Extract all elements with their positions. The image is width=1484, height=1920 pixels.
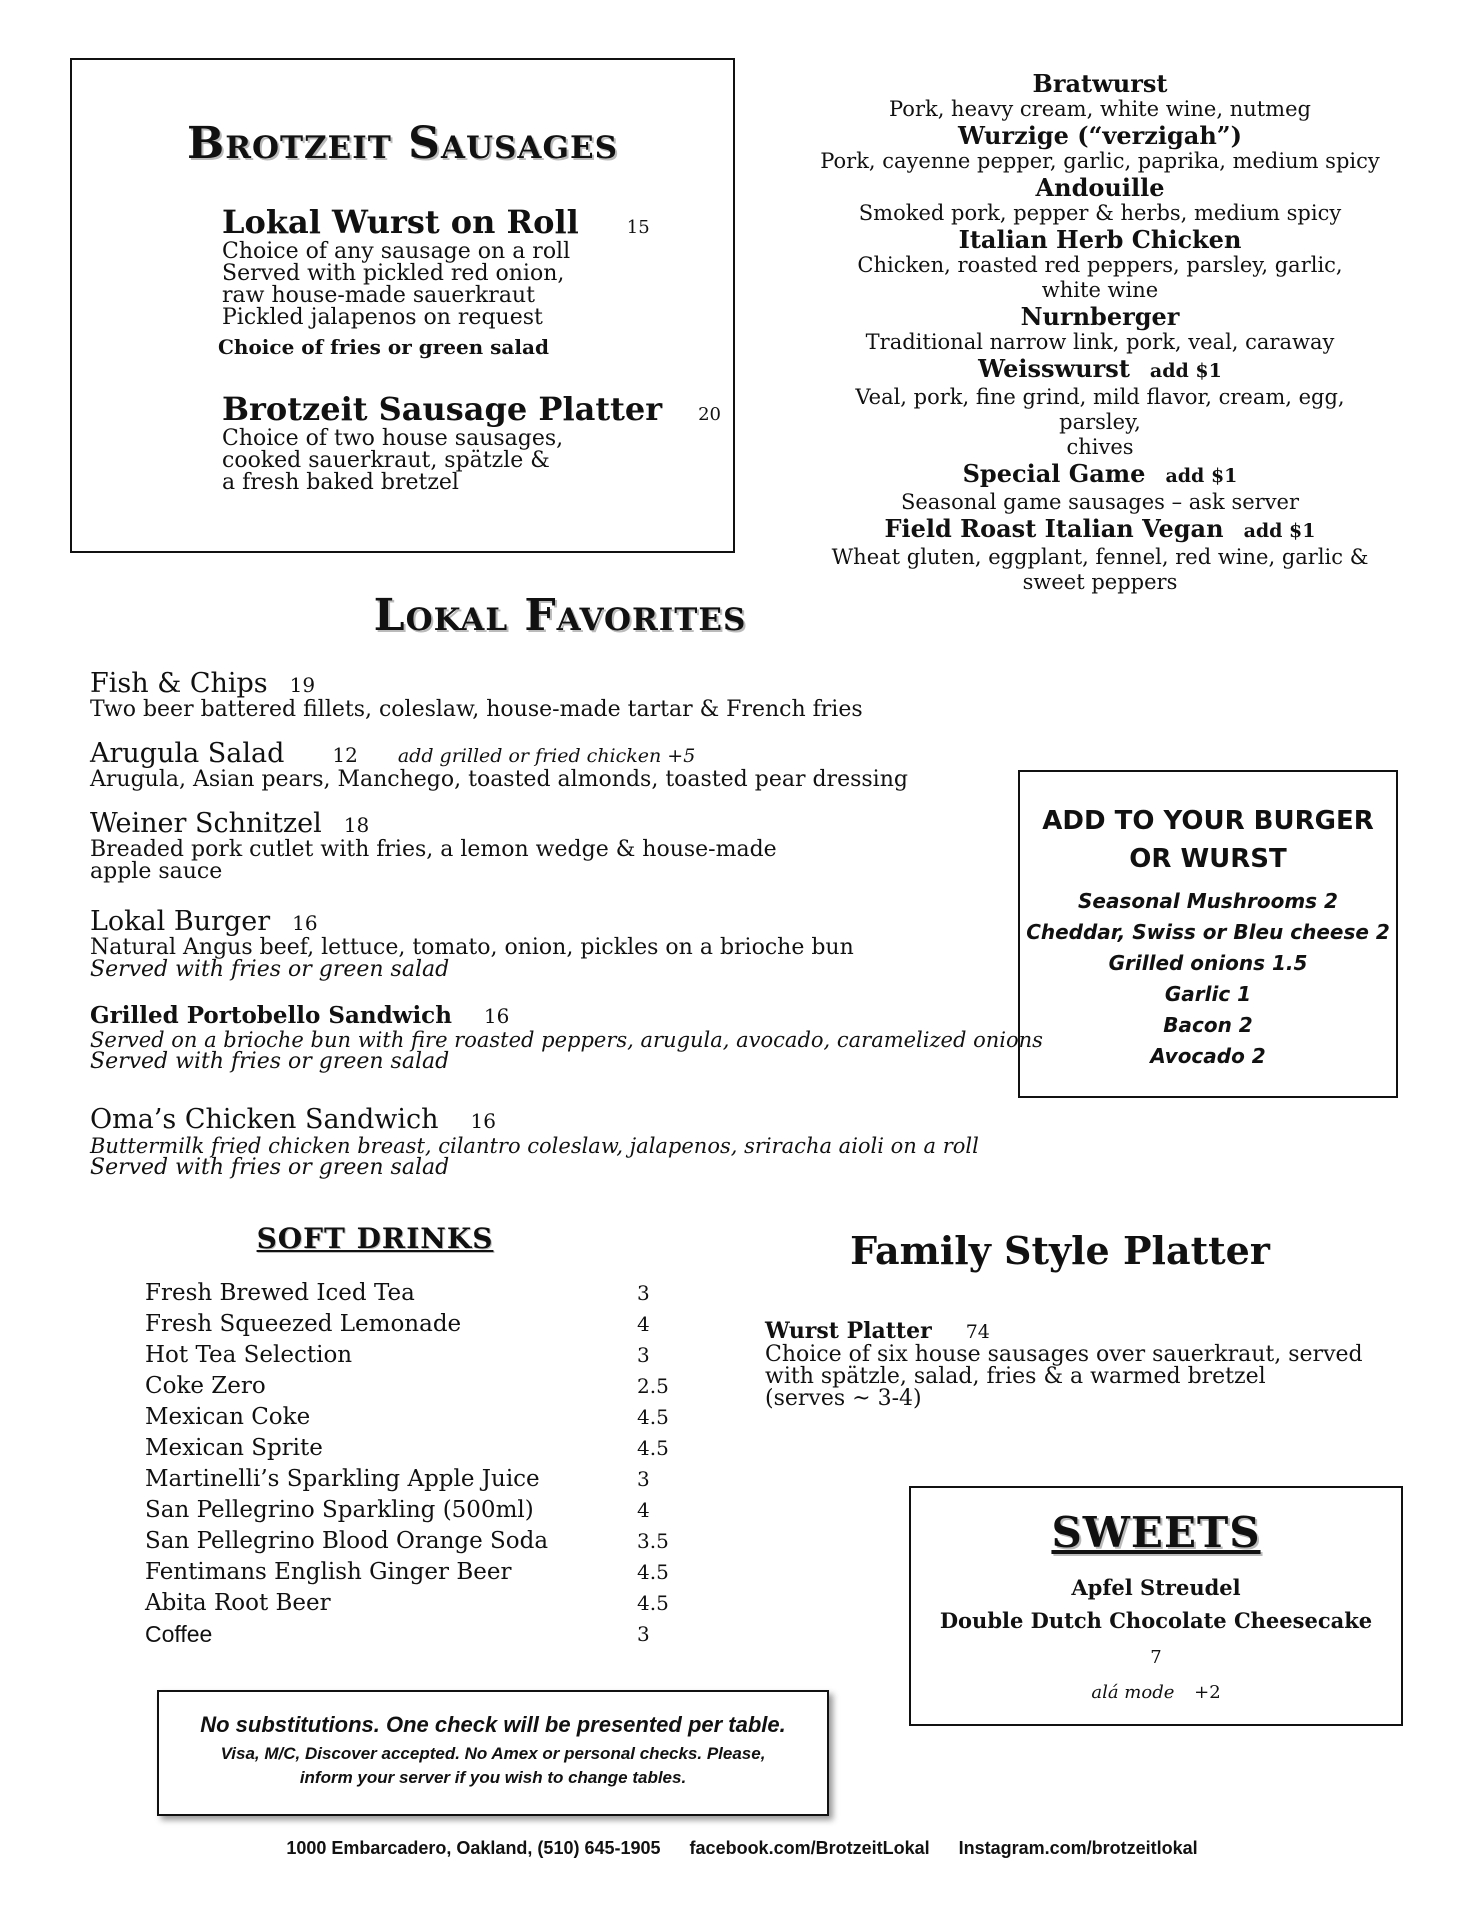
item-name: Weiner Schnitzel bbox=[90, 808, 322, 839]
item-name: Fish & Chips bbox=[90, 668, 268, 699]
sausage-entry bbox=[820, 460, 1380, 515]
drinks-list bbox=[145, 1278, 685, 1650]
item-desc-line: Choice of two house sausages, bbox=[222, 426, 564, 451]
footer-instagram-link[interactable]: Instagram.com/brotzeitlokal bbox=[958, 1838, 1198, 1858]
menu-item-portobello bbox=[90, 1002, 1043, 1073]
addon-item: Bacon 2 bbox=[1163, 1013, 1253, 1037]
family-title: Family Style Platter bbox=[850, 1228, 1270, 1273]
item-desc-line: Arugula, Asian pears, Manchego, toasted almonds, toasted pear dressing bbox=[90, 767, 908, 792]
drink-price: 3.5 bbox=[637, 1529, 669, 1553]
drink-row bbox=[145, 1402, 685, 1433]
sweets-box bbox=[909, 1486, 1403, 1726]
addon-item: Seasonal Mushrooms 2 bbox=[1078, 889, 1338, 913]
item-desc-line: Two beer battered fillets, coleslaw, house-made tartar & French fries bbox=[90, 697, 863, 722]
sausage-desc: Veal, pork, fine grind, mild flavor, cream, egg, parsley, bbox=[855, 385, 1345, 434]
sausage-entry bbox=[820, 355, 1380, 460]
item-price: 16 bbox=[483, 1004, 510, 1028]
sausage-entry bbox=[820, 174, 1380, 226]
dessert-item: Apfel Streudel bbox=[1071, 1575, 1241, 1600]
item-desc-line: Breaded pork cutlet with fries, a lemon wedge & house-made bbox=[90, 837, 777, 862]
drink-price: 3 bbox=[637, 1281, 650, 1305]
sausage-desc: sweet peppers bbox=[1022, 570, 1178, 594]
item-desc-line: Served with fries or green salad bbox=[90, 1049, 450, 1074]
item-desc-line: Buttermilk fried chicken breast, cilantro coleslaw, jalapenos, sriracha aioli on a roll bbox=[90, 1134, 979, 1158]
item-price: 19 bbox=[289, 673, 316, 697]
drink-price: 2.5 bbox=[637, 1374, 669, 1398]
drink-price: 3 bbox=[637, 1467, 650, 1491]
footer-facebook-link[interactable]: facebook.com/BrotzeitLokal bbox=[689, 1838, 930, 1858]
addons-box bbox=[1018, 770, 1398, 1098]
sausage-entry bbox=[820, 70, 1380, 122]
menu-item-chicken-sandwich bbox=[90, 1104, 979, 1179]
notice-line: Visa, M/C, Discover accepted. No Amex or personal checks. Please, bbox=[220, 1744, 766, 1763]
drink-row bbox=[145, 1464, 685, 1495]
sausage-entry bbox=[820, 226, 1380, 303]
drink-name: Martinelli’s Sparkling Apple Juice bbox=[145, 1466, 540, 1492]
drink-price: 4.5 bbox=[637, 1436, 669, 1460]
item-desc-line: Choice of six house sausages over sauerkraut, served bbox=[765, 1342, 1363, 1367]
favorites-title: Lokal Favorites bbox=[373, 590, 747, 641]
sausage-desc: Seasonal game sausages – ask server bbox=[900, 490, 1300, 514]
item-note: add grilled or fried chicken +5 bbox=[397, 745, 696, 767]
drink-name: Hot Tea Selection bbox=[145, 1342, 353, 1368]
drink-price: 4.5 bbox=[637, 1405, 669, 1429]
sausage-entry bbox=[820, 122, 1380, 174]
menu-item-lokal-wurst bbox=[218, 203, 722, 359]
drink-row bbox=[145, 1309, 685, 1340]
drink-price: 3 bbox=[637, 1343, 650, 1367]
footer bbox=[0, 1838, 1484, 1859]
sausage-desc: Wheat gluten, eggplant, fennel, red wine, garlic & bbox=[831, 545, 1369, 569]
item-price: 16 bbox=[292, 911, 318, 935]
item-desc-line: Choice of any sausage on a roll bbox=[222, 239, 571, 264]
sausage-entry bbox=[820, 515, 1380, 595]
item-desc-line: Pickled jalapenos on request bbox=[222, 305, 543, 330]
drink-name: Coke Zero bbox=[145, 1373, 266, 1399]
drink-row bbox=[145, 1371, 685, 1402]
sausages-title: Brotzeit Sausages bbox=[187, 118, 618, 169]
notice-line: inform your server if you wish to change tables. bbox=[299, 1768, 687, 1787]
sausage-name: Field Roast Italian Vegan bbox=[884, 514, 1224, 543]
sausage-name: Wurzige (“verzigah”) bbox=[958, 121, 1242, 150]
menu-item-arugula-salad bbox=[90, 738, 908, 791]
item-desc-line: Natural Angus beef, lettuce, tomato, onion, pickles on a brioche bun bbox=[90, 935, 854, 960]
addon-item: Grilled onions 1.5 bbox=[1108, 951, 1308, 975]
drink-name: Fresh Brewed Iced Tea bbox=[145, 1280, 415, 1306]
drink-name: Fentimans English Ginger Beer bbox=[145, 1559, 512, 1585]
sausage-name: Andouille bbox=[1035, 173, 1165, 202]
item-desc-line: apple sauce bbox=[90, 859, 223, 884]
sausage-name: Italian Herb Chicken bbox=[958, 225, 1242, 254]
sausage-desc: Smoked pork, pepper & herbs, medium spicy bbox=[858, 201, 1342, 225]
drink-row bbox=[145, 1278, 685, 1309]
drink-name: Fresh Squeezed Lemonade bbox=[145, 1311, 462, 1337]
drink-price: 4.5 bbox=[637, 1591, 669, 1615]
item-desc-line: Served on a brioche bun with fire roasted peppers, arugula, avocado, caramelized onions bbox=[90, 1028, 1043, 1052]
addons-title: OR WURST bbox=[1129, 844, 1287, 874]
ala-mode-price: +2 bbox=[1194, 1682, 1221, 1703]
sausage-name: Weisswurst bbox=[978, 354, 1130, 383]
notice-line: No substitutions. One check will be presented per table. bbox=[200, 1712, 786, 1737]
item-name: Grilled Portobello Sandwich bbox=[90, 1002, 452, 1029]
sausage-surcharge: add $1 bbox=[1243, 520, 1316, 542]
drink-name: Abita Root Beer bbox=[145, 1590, 331, 1616]
item-price: 18 bbox=[343, 813, 370, 837]
sausage-desc: Pork, heavy cream, white wine, nutmeg bbox=[889, 97, 1311, 121]
item-name: Wurst Platter bbox=[765, 1318, 932, 1344]
item-desc-line: raw house-made sauerkraut bbox=[222, 283, 535, 308]
item-desc-line: a fresh baked bretzel bbox=[222, 470, 459, 495]
dessert-item: Double Dutch Chocolate Cheesecake bbox=[939, 1608, 1373, 1633]
drink-price: 4.5 bbox=[637, 1560, 669, 1584]
sausage-desc: Chicken, roasted red peppers, parsley, garlic, bbox=[857, 253, 1343, 277]
menu-item-sausage-platter bbox=[222, 390, 722, 494]
addon-item: Garlic 1 bbox=[1164, 982, 1252, 1006]
sausage-entry bbox=[820, 303, 1380, 355]
item-desc-line: Served with fries or green salad bbox=[90, 957, 450, 982]
addons-title: ADD TO YOUR BURGER bbox=[1042, 806, 1374, 836]
sausage-name: Bratwurst bbox=[1032, 69, 1168, 98]
drink-name: Mexican Coke bbox=[145, 1404, 311, 1430]
addon-item: Avocado 2 bbox=[1150, 1044, 1266, 1068]
soft-drinks-title: SOFT DRINKS bbox=[256, 1222, 494, 1255]
item-name: Brotzeit Sausage Platter bbox=[222, 390, 663, 428]
sweets-title: SWEETS bbox=[1051, 1508, 1261, 1557]
addon-item: Cheddar, Swiss or Bleu cheese 2 bbox=[1026, 920, 1390, 944]
sausage-desc: Pork, cayenne pepper, garlic, paprika, medium spicy bbox=[820, 149, 1380, 173]
drink-price: 4 bbox=[637, 1312, 650, 1336]
item-desc-line: Served with fries or green salad bbox=[90, 1155, 450, 1180]
sausage-desc: Traditional narrow link, pork, veal, caraway bbox=[865, 330, 1335, 354]
item-name: Oma’s Chicken Sandwich bbox=[90, 1104, 439, 1135]
drink-price: 3 bbox=[637, 1622, 650, 1646]
sausage-surcharge: add $1 bbox=[1149, 360, 1222, 382]
footer-address: 1000 Embarcadero, Oakland, (510) 645-1905 bbox=[286, 1838, 661, 1858]
sausage-surcharge: add $1 bbox=[1165, 465, 1238, 487]
drink-name: San Pellegrino Sparkling (500ml) bbox=[145, 1497, 534, 1523]
item-desc-line: Served with pickled red onion, bbox=[222, 261, 565, 286]
sausage-name: Special Game bbox=[962, 459, 1146, 488]
menu-item-fish-chips bbox=[90, 668, 863, 721]
item-name: Lokal Burger bbox=[90, 906, 271, 937]
sausage-name: Nurnberger bbox=[1020, 302, 1180, 331]
item-price: 12 bbox=[332, 743, 358, 767]
item-name: Arugula Salad bbox=[90, 738, 285, 769]
item-price: 74 bbox=[965, 1321, 990, 1343]
item-price: 16 bbox=[470, 1109, 496, 1133]
ala-mode-label: alá mode bbox=[1091, 1682, 1175, 1703]
drink-row bbox=[145, 1526, 685, 1557]
item-desc-line: (serves ~ 3-4) bbox=[765, 1386, 922, 1411]
item-price: 15 bbox=[626, 217, 650, 238]
item-name: Lokal Wurst on Roll bbox=[222, 203, 579, 241]
sausage-desc: white wine bbox=[1041, 278, 1159, 302]
drink-row bbox=[145, 1588, 685, 1619]
drink-row bbox=[145, 1619, 685, 1650]
dessert-price: 7 bbox=[1150, 1647, 1162, 1668]
item-desc-line: cooked sauerkraut, spätzle & bbox=[222, 448, 550, 473]
drink-price: 4 bbox=[637, 1498, 650, 1522]
menu-item-weiner-schnitzel bbox=[90, 808, 777, 883]
menu-item-lokal-burger bbox=[90, 906, 854, 981]
drink-row bbox=[145, 1340, 685, 1371]
drink-row bbox=[145, 1433, 685, 1464]
menu-item-wurst-platter bbox=[765, 1318, 1365, 1410]
drink-row bbox=[145, 1557, 685, 1588]
sausages-box bbox=[70, 58, 735, 553]
drink-row bbox=[145, 1495, 685, 1526]
notice-box bbox=[157, 1690, 829, 1816]
drink-name: Mexican Sprite bbox=[145, 1435, 323, 1461]
item-price: 20 bbox=[698, 404, 722, 425]
item-extra: Choice of fries or green salad bbox=[218, 335, 549, 359]
sausage-desc: chives bbox=[1066, 435, 1134, 459]
drink-name: Coffee bbox=[145, 1621, 213, 1647]
sausage-list bbox=[820, 70, 1380, 595]
item-desc-line: with spätzle, salad, fries & a warmed bretzel bbox=[765, 1364, 1266, 1389]
drink-name: San Pellegrino Blood Orange Soda bbox=[145, 1528, 549, 1554]
